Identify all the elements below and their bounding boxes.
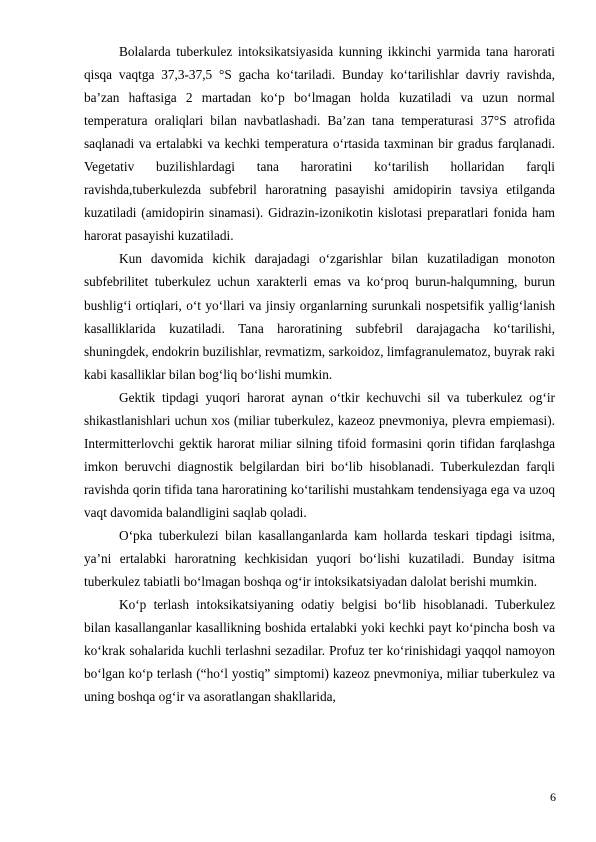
paragraph-subfebrile-temperature: Bolalarda tuberkulez intoksikatsiyasida kunning ikkinchi yarmida tana harorati qisqa vaqtga 37,3-37,5 °S gacha ko‘tariladi. Bunday ko‘tarilishlar davriy ravishda, ba’zan haftasiga 2 martadan ko‘p bo‘lmagan holda kuzatiladi va uzun normal temperatura oraliqlari bilan navbatlashadi. Ba’zan tana temperaturasi 37°S atrofida saqlanadi va ertalabki va kechki temperatura o‘rtasida taxminan bir gradus farqlanadi. Vegetativ buzilishlardagi tana haroratini ko‘tarilish hollaridan farqli ravishda,tuberkulezda subfebril haroratning pasayishi amidopirin tavsiya etilganda kuzatiladi (amidopirin sinamasi). Gidrazin-izonikotin kislotasi preparatlari fonida ham harorat pasayishi kuzatiladi. (84, 44, 555, 244)
page-number: 6 (550, 790, 556, 804)
paragraph-sweating: Ko‘p terlash intoksikatsiyaning odatiy belgisi bo‘lib hisoblanadi. Tuberkulez bilan kasallanganlar kasallikning boshida ertalabki yoki kechki payt ko‘pincha bosh va ko‘krak sohalarida kuchli terlashni sezadilar. Profuz ter ko‘rinishidagi yaqqol namoyon bo‘lgan ko‘p terlash (“ho‘l yostiq” simptomi) kazeoz pnevmoniya, miliar tuberkulez va uning boshqa og‘ir va asoratlangan shakllarida, (84, 597, 555, 705)
paragraph-hectic-fever: Gektik tipdagi yuqori harorat aynan o‘tkir kechuvchi sil va tuberkulez og‘ir shikastlanishlari uchun xos (miliar tuberkulez, kazeoz pnevmoniya, plevra empiemasi). Intermitterlovchi gektik harorat miliar silning tifoid formasini qorin tifidan farqlashga imkon beruvchi diagnostik belgilardan biri bo‘lib hisoblanadi. Tuberkulezdan farqli ravishda qorin tifida tana haroratining ko‘tarilishi mustahkam tendensiyaga ega va uzoq vaqt davomida balandligini saqlab qoladi. (84, 389, 555, 520)
paragraph-monotonous-subfebrility: Kun davomida kichik darajadagi o‘zgarishlar bilan kuzatiladigan monoton subfebrilitet tuberkulez uchun xarakterli emas va ko‘proq burun-halqumning, burun bushlig‘i ortiqlari, o‘t yo‘llari va jinsiy organlarning surunkali nospetsifik yallig‘lanish kasalliklarida kuzatiladi. Tana haroratining subfebril darajagacha ko‘tarilishi, shuningdek, endokrin buzilishlar, revmatizm, sarkoidoz, limfagranulematoz, buyrak raki kabi kasalliklar bilan bog‘liq bo‘lishi mumkin. (84, 251, 555, 382)
document-page (84, 40, 555, 708)
paragraph-inverse-fever: O‘pka tuberkulezi bilan kasallanganlarda kam hollarda teskari tipdagi isitma, ya’ni ertalabki haroratning kechkisidan yuqori bo‘lishi kuzatiladi. Bunday isitma tuberkulez tabiatli bo‘lmagan boshqa og‘ir intoksikatsiyadan dalolat berishi mumkin. (84, 527, 555, 590)
